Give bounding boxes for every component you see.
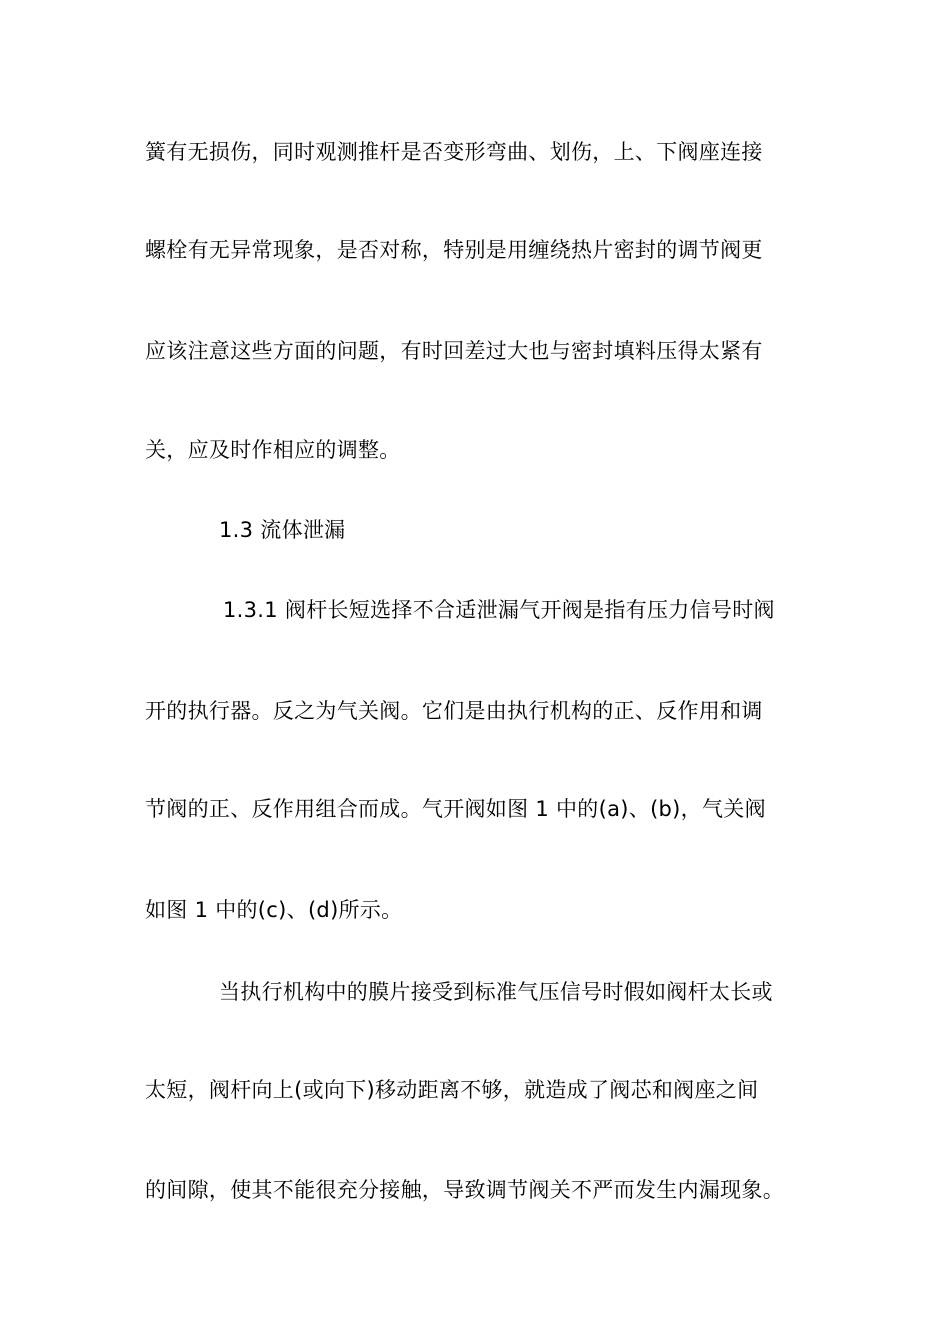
paragraph-line: 应该注意这些方面的问题，有时回差过大也与密封填料压得太紧有	[145, 339, 763, 363]
paragraph-line: 的间隙，使其不能很充分接触，导致调节阀关不严而发生内漏现象。	[145, 1178, 784, 1202]
paragraph-line: 关，应及时作相应的调整。	[145, 438, 401, 462]
paragraph-line: 簧有无损伤，同时观测推杆是否变形弯曲、划伤，上、下阀座连接	[145, 140, 763, 164]
paragraph-line: 如图 1 中的(c)、(d)所示。	[145, 898, 403, 922]
paragraph-line: 螺栓有无异常现象，是否对称，特别是用缠绕热片密封的调节阀更	[145, 238, 763, 262]
paragraph-line: 太短，阀杆向上(或向下)移动距离不够，就造成了阀芯和阀座之间	[145, 1078, 759, 1102]
section-heading: 1.3 流体泄漏	[219, 518, 346, 542]
paragraph-line: 节阀的正、反作用组合而成。气开阀如图 1 中的(a)、(b)，气关阀	[145, 797, 766, 821]
subsection-heading-line: 1.3.1 阀杆长短选择不合适泄漏气开阀是指有压力信号时阀	[223, 598, 775, 622]
paragraph-line: 当执行机构中的膜片接受到标准气压信号时假如阀杆太长或	[219, 980, 773, 1004]
paragraph-line: 开的执行器。反之为气关阀。它们是由执行机构的正、反作用和调	[145, 699, 763, 723]
